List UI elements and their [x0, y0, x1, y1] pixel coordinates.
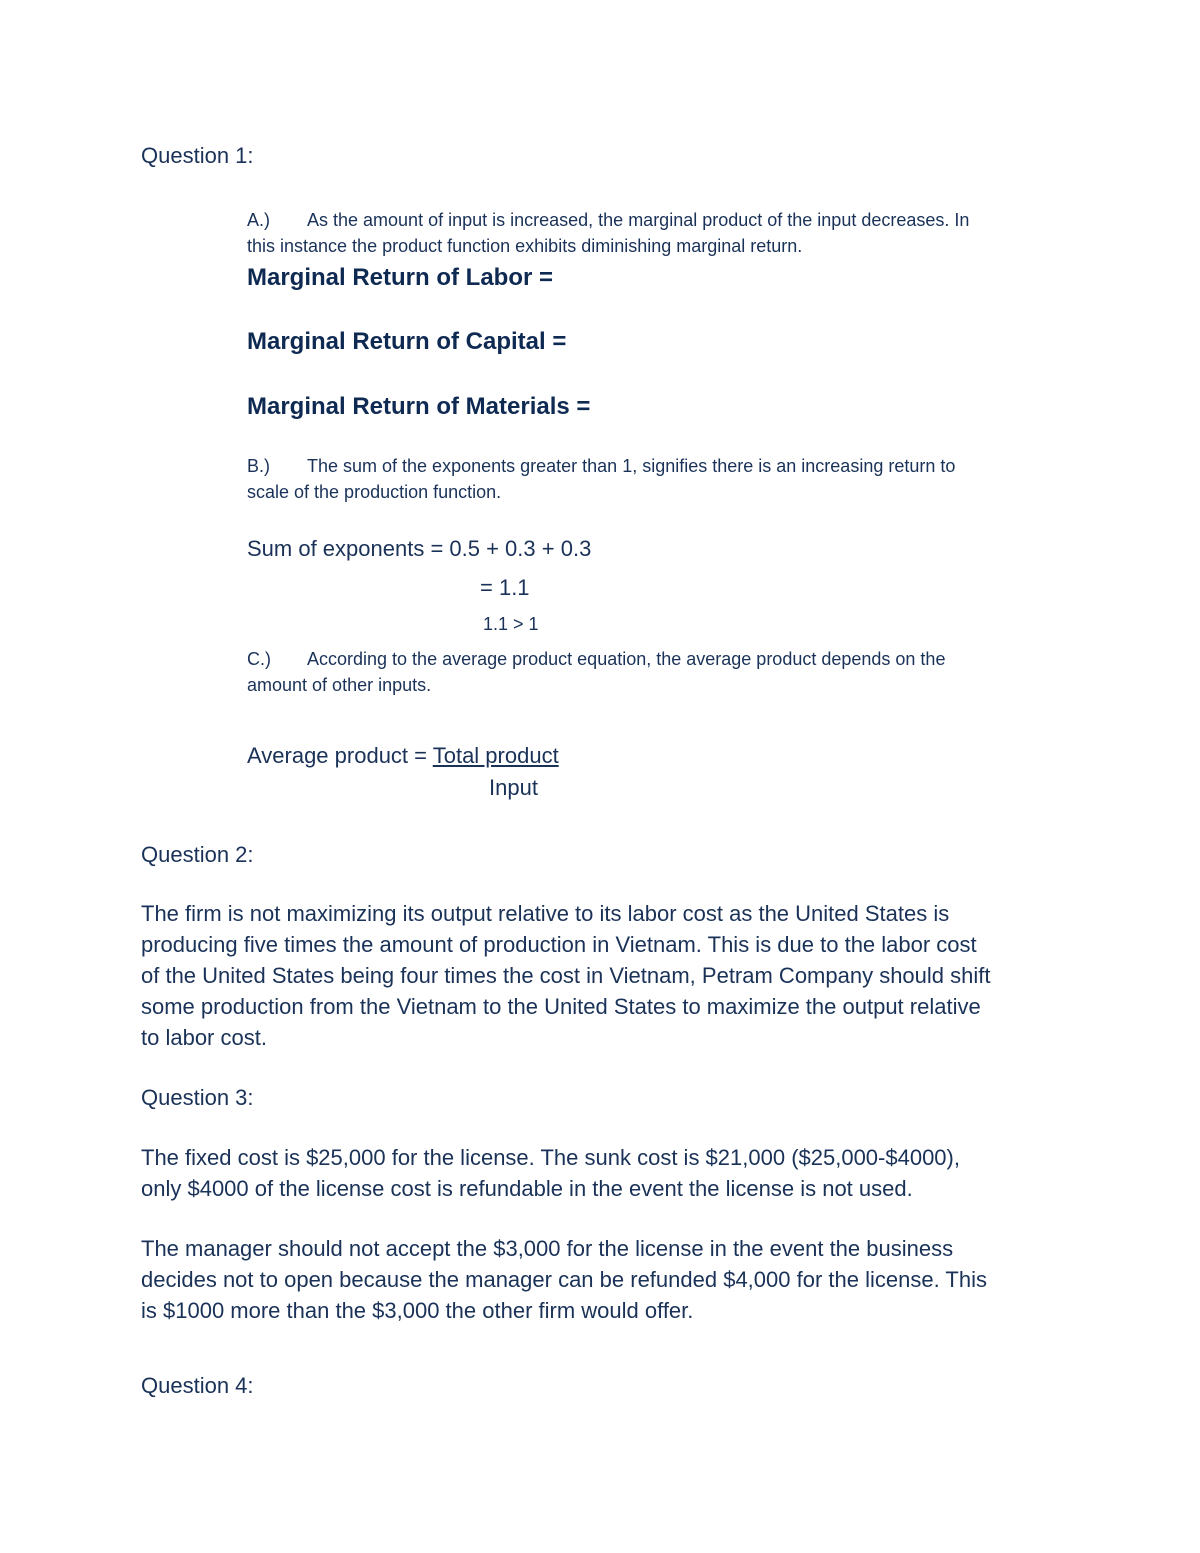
- marginal-return-materials: Marginal Return of Materials =: [247, 393, 591, 420]
- question-3-heading: Question 3:: [141, 1085, 254, 1110]
- q3-para-2-line-3: is $1000 more than the $3,000 the other firm would offer.: [141, 1298, 694, 1323]
- q1-part-c-line-1: [247, 646, 945, 672]
- q1-part-b-label: B.): [247, 456, 271, 476]
- sum-of-exponents: Sum of exponents = 0.5 + 0.3 + 0.3: [247, 536, 592, 561]
- q1-part-b-line-1: [247, 453, 955, 479]
- q3-para-2-line-2: decides not to open because the manager can be refunded $4,000 for the license. This: [141, 1267, 987, 1292]
- sum-comparison: 1.1 > 1: [483, 614, 539, 634]
- q1-part-c-label: C.): [247, 649, 271, 669]
- sum-result: = 1.1: [480, 575, 530, 600]
- q2-line-1: The firm is not maximizing its output relative to its labor cost as the United States is: [141, 901, 950, 926]
- q1-part-a-label: A.): [247, 210, 271, 230]
- q1-part-a-text-1: As the amount of input is increased, the marginal product of the input decreases. In: [307, 210, 970, 230]
- q2-line-2: producing five times the amount of production in Vietnam. This is due to the labor cost: [141, 932, 977, 957]
- average-product-numerator: Total product: [432, 743, 559, 768]
- q3-para-1-line-1: The fixed cost is $25,000 for the license. The sunk cost is $21,000 ($25,000-$4000),: [141, 1145, 960, 1170]
- marginal-return-labor: Marginal Return of Labor =: [247, 264, 554, 291]
- q3-para-1-line-2: only $4000 of the license cost is refundable in the event the license is not used.: [141, 1176, 913, 1201]
- q1-part-b-text-1: The sum of the exponents greater than 1, signifies there is an increasing return to: [307, 456, 956, 476]
- question-2-heading: Question 2:: [141, 842, 254, 867]
- marginal-return-capital: Marginal Return of Capital =: [247, 328, 567, 355]
- q2-line-4: some production from the Vietnam to the United States to maximize the output relative: [141, 994, 981, 1019]
- q1-part-c-text-1: According to the average product equation, the average product depends on the: [307, 649, 946, 669]
- q1-part-c-line-2: amount of other inputs.: [247, 675, 432, 695]
- q1-part-a-line-2: this instance the product function exhibits diminishing marginal return.: [247, 236, 803, 256]
- average-product-prefix: Average product =: [247, 743, 433, 768]
- q2-line-3: of the United States being four times the cost in Vietnam, Petram Company should shift: [141, 963, 991, 988]
- average-product-equation: [247, 743, 559, 769]
- q1-part-a-line-1: [247, 207, 969, 233]
- average-product-denominator: Input: [489, 775, 538, 800]
- question-1-heading: Question 1:: [141, 143, 254, 168]
- q1-part-b-line-2: scale of the production function.: [247, 482, 502, 502]
- q2-line-5: to labor cost.: [141, 1025, 267, 1050]
- question-4-heading: Question 4:: [141, 1373, 254, 1398]
- q3-para-2-line-1: The manager should not accept the $3,000 for the license in the event the business: [141, 1236, 954, 1261]
